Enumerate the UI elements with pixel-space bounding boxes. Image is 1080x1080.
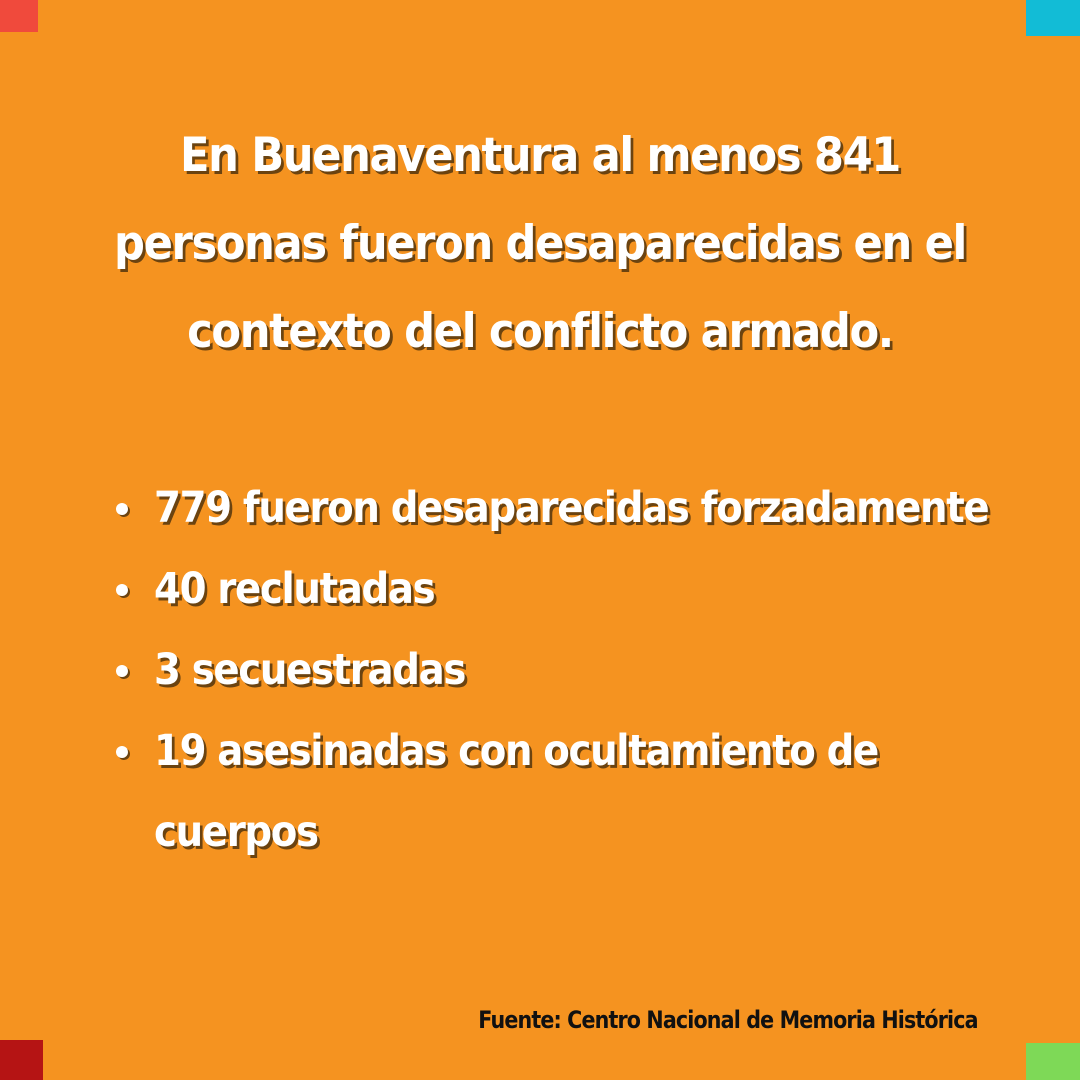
- corner-accent-top-left: [0, 0, 38, 32]
- stat-item-recruited: [108, 549, 1048, 630]
- stat-text: 3 secuestradas: [154, 645, 466, 695]
- corner-accent-top-right: [1026, 0, 1080, 36]
- stat-text: 40 reclutadas: [154, 564, 435, 614]
- bullet-icon: [116, 746, 128, 758]
- stat-text: 779 fueron desaparecidas forzadamente: [154, 483, 989, 533]
- headline: En Buenaventura al menos 841 personas fueron desaparecidas en el contexto del conflicto armado.: [114, 128, 966, 359]
- corner-accent-bottom-left: [0, 1040, 43, 1080]
- stat-item-murdered-hidden-bodies: [108, 711, 1048, 873]
- stat-item-kidnapped: [108, 630, 1048, 711]
- stats-list: [108, 468, 1048, 873]
- bullet-icon: [116, 665, 128, 677]
- source-credit: Fuente: Centro Nacional de Memoria Histórica: [478, 1006, 978, 1034]
- stat-text: 19 asesinadas con ocultamiento de cuerpos: [154, 726, 878, 857]
- bullet-icon: [116, 584, 128, 596]
- stat-item-forced-disappearance: [108, 468, 1048, 549]
- corner-accent-bottom-right: [1026, 1043, 1080, 1080]
- bullet-icon: [116, 503, 128, 515]
